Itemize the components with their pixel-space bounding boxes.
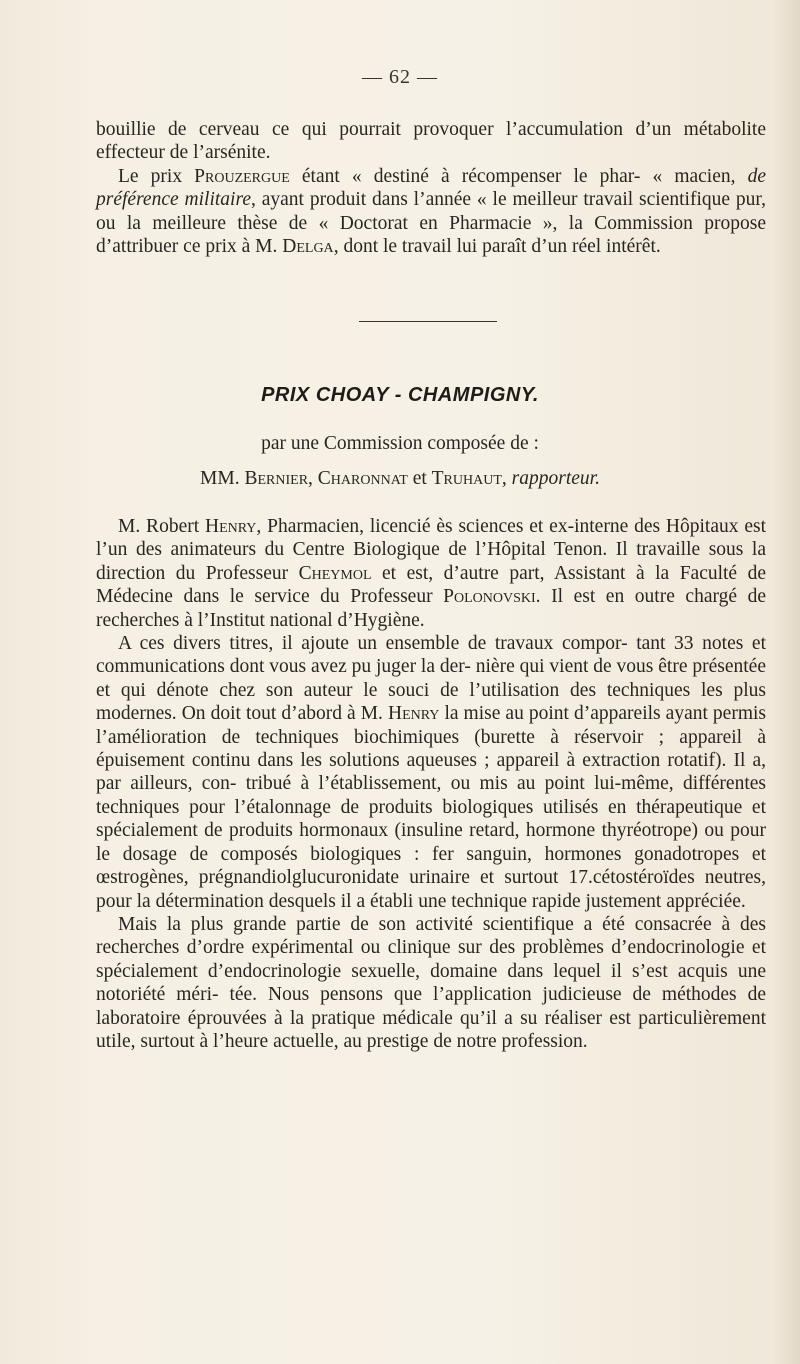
rapporteur-label: rapporteur.	[511, 468, 600, 489]
text-run: Le prix	[118, 165, 195, 187]
paragraph-continuation: bouillie de cerveau ce qui pourrait provoquer l’accumulation d’un métabolite effecteur de l’arsénite.	[96, 119, 766, 164]
main-text-block	[96, 515, 766, 1053]
text-run: , ayant produit dans l’année « le meilleur travail scientifique pur, ou la meilleure thèse de « Doctorat en Pharmacie », la Commission propose d’attribuer ce prix à M.	[96, 189, 766, 258]
person-name: Henry	[204, 516, 257, 537]
page-number: — 62 —	[362, 66, 438, 88]
italic-text: de préférence militaire	[96, 165, 767, 211]
text-run: la mise au point d’appareils ayant permis l’amélioration de techniques biochimiques (burette à réservoir ; appareil à épuisement continu dans les solutions aqueuses ; appareil à extraction rotatif). Il a, par ailleurs, con- tribué à l’établissement, ou mis au point lui-même, différentes techniques pour l’étalonnage de produits biologiques utilisés en thérapeutique et spécialement de produits hormonaux (insuline retard, hormone thyréotrope) ou pour le dosage de composés biologiques : fer sanguin, hormones gonadotropes et œstrogènes, prégnandiolglucuronidate urinaire et surtout 17.cétostéroïdes neutres, pour la détermination desquels il a établi une technique rapide justement appréciée.	[96, 703, 766, 912]
person-name: Delga	[282, 236, 334, 258]
page-edge-shadow	[774, 0, 800, 1364]
member-name: Bernier	[244, 468, 309, 489]
text-run: , dont le travail lui paraît d’un réel intérêt.	[333, 236, 661, 258]
members-and: et	[412, 468, 427, 489]
members-prefix: MM.	[200, 468, 240, 489]
section-heading: PRIX CHOAY - CHAMPIGNY.	[261, 384, 539, 406]
top-text-block	[96, 118, 766, 258]
person-name: Henry	[387, 703, 440, 725]
text-run: et est, d’autre part, Assistant à la Faculté de Médecine dans le service du Professeur	[96, 562, 766, 608]
paragraph-prouzergue-prize	[96, 165, 766, 259]
section-divider	[359, 321, 497, 322]
commission-members: MM. Bernier, Charonnat et Truhaut, rapporteur.	[200, 468, 600, 489]
person-name: Prouzergue	[194, 165, 290, 187]
text-run: étant « destiné à récompenser le phar- « macien,	[289, 165, 748, 187]
text-run: . Il est en outre chargé de recherches à l’Institut national d’Hygiène.	[96, 586, 766, 631]
paragraph-henry-intro	[96, 515, 766, 632]
text-run: M. Robert	[118, 516, 205, 537]
paragraph-research: Mais la plus grande partie de son activité scientifique a été consacrée à des recherches d’ordre expérimental ou clinique sur des problèmes d’endocrinologie et spécialement d’endocrinologie sexuelle, domaine dans lequel il s’est acquis une notoriété méri- tée. Nous pensons que l’application judicieuse de méthodes de laboratoire éprouvées à la pratique médicale qu’il a su réaliser est particulièrement utile, surtout à l’heure actuelle, au prestige de notre profession.	[96, 913, 766, 1052]
text-run: , Pharmacien, licencié ès sciences et ex-interne des Hôpitaux est l’un des animateurs du Centre Biologique de l’Hôpital Tenon. Il travaille sous la direction du Professeur	[96, 516, 766, 584]
text-run: A ces divers titres, il ajoute un ensemble de travaux compor- tant 33 notes et communications dont vous avez pu juger la der- nière qui vient de vous être présentée et qui dénote chez son auteur le souci de l’utilisation des techniques les plus modernes. On doit tout d’abord à M.	[96, 633, 766, 725]
paragraph-works	[96, 632, 766, 913]
member-name: Truhaut	[431, 468, 502, 489]
commission-line: par une Commission composée de :	[261, 433, 539, 454]
person-name: Polonovski	[443, 586, 536, 608]
person-name: Cheymol	[298, 562, 372, 584]
member-name: Charonnat	[317, 468, 408, 489]
